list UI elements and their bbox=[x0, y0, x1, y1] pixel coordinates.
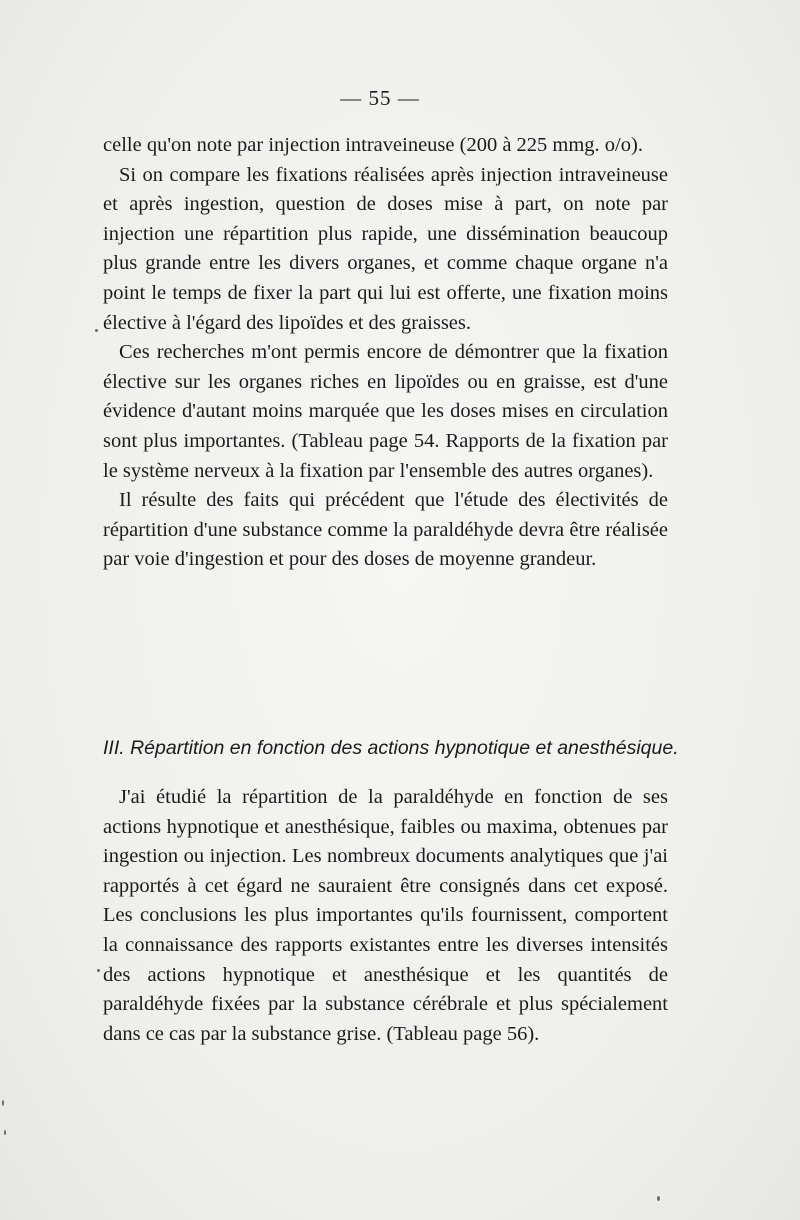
paragraph-3: Ces recherches m'ont permis encore de démontrer que la fixation élective sur les organes riches en lipoïdes ou en graisse, est d'une évidence d'autant moins marquée que les doses mises en circulation sont plus importantes. (Tableau page 54. Rapports de la fixation par le système nerveux à la fixation par l'ensemble des autres organes). bbox=[103, 341, 668, 482]
section-text bbox=[103, 783, 668, 1049]
section-paragraph-1: J'ai étudié la répartition de la paraldéhyde en fonction de ses actions hypnotique et anesthésique, faibles ou maxima, obtenues par ingestion ou injection. Les nombreux documents analytiques que j'ai rapportés à cet égard ne sauraient être consignés dans cet exposé. Les conclusions les plus importantes qu'ils fournissent, comportent la connaissance des rapports existantes entre les diverses intensités des actions hypnotique et anesthésique et les quantités de paraldéhyde fixées par la substance cérébrale et plus spécialement dans ce cas par la substance grise. (Tableau page 56). bbox=[103, 786, 668, 1045]
scan-speck bbox=[97, 969, 100, 972]
section-heading: III. Répartition en fonction des actions hypnotique et anesthésique. bbox=[103, 737, 679, 759]
paragraph-1: celle qu'on note par injection intraveineuse (200 à 225 mmg. o/o). bbox=[103, 134, 643, 156]
scan-speck bbox=[657, 1196, 660, 1201]
scan-speck bbox=[95, 329, 98, 332]
page-number: — 55 — bbox=[340, 86, 420, 110]
body-text bbox=[103, 131, 668, 575]
scan-speck bbox=[4, 1130, 6, 1135]
paragraph-4: Il résulte des faits qui précédent que l'étude des électivités de répartition d'une substance comme la paraldéhyde devra être réalisée par voie d'ingestion et pour des doses de moyenne grandeur. bbox=[103, 489, 668, 571]
scan-speck bbox=[2, 1100, 4, 1106]
paragraph-2: Si on compare les fixations réalisées après injection intraveineuse et après ingestion, question de doses mise à part, on note par injection une répartition plus rapide, une dissémination beaucoup plus grande entre les divers organes, et comme chaque organe n'a point le temps de fixer la part qui lui est offerte, une fixation moins élective à l'égard des lipoïdes et des graisses. bbox=[103, 163, 668, 334]
